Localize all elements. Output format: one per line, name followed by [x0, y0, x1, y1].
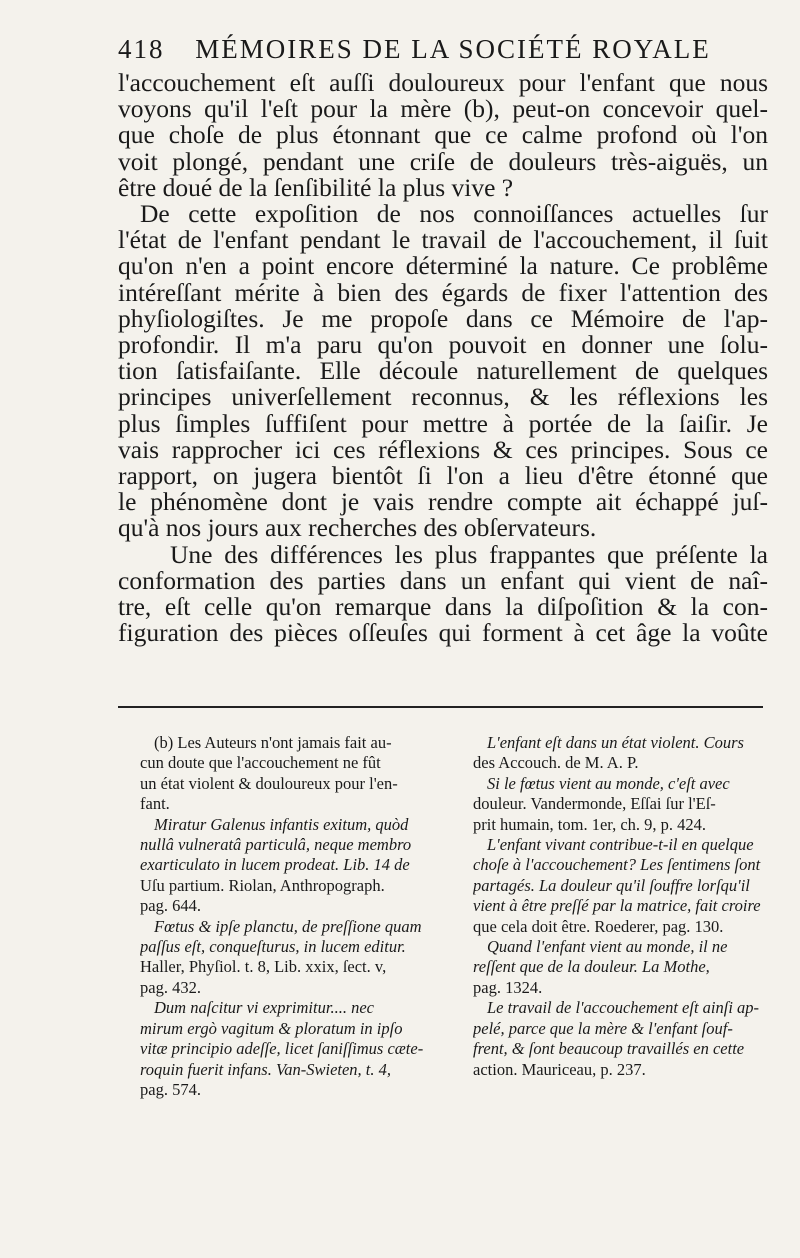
text-line: tion ſatisfaiſante. Elle découle naturellement de quelques	[118, 356, 768, 386]
note-line: prit humain, tom. 1er, ch. 9, p. 424.	[473, 814, 707, 834]
note-line: L'enfant eſt dans un état violent. Cours	[487, 733, 744, 752]
note-line: Fœtus & ipſe planctu, de preſſione quam	[154, 916, 422, 936]
text-line: principes univerſellement reconnus, & les réflexions les	[118, 382, 768, 412]
text-line: voit plongé, pendant une criſe de douleurs très-aiguës, un	[118, 146, 768, 176]
text-line: l'état de l'enfant pendant le travail de l'accouchement, il ſuit	[118, 225, 768, 255]
note-line: des Accouch. de M. A. P.	[473, 753, 639, 773]
note-line: choſe à l'accouchement? Les ſentimens ſont	[473, 855, 761, 875]
note-line: pag. 574.	[140, 1079, 201, 1099]
note-line: un état violent & douloureux pour l'en-	[140, 773, 398, 793]
note-line: Uſu partium. Riolan, Anthropograph.	[140, 875, 385, 895]
note-line: pelé, parce que la mère & l'enfant ſouf-	[473, 1018, 733, 1038]
note-line: vient à être preſſé par la matrice, fait croire	[473, 896, 761, 916]
text-line: vais rapprocher ici ces réflexions & ces principes. Sous ce	[118, 434, 768, 464]
note-line: Si le fœtus vient au monde, c'eſt avec	[487, 773, 730, 793]
note-line: Haller, Phyſiol. t. 8, Lib. xxix, ſect. v,	[140, 957, 387, 977]
note-line: (b) Les Auteurs n'ont jamais fait au-	[154, 733, 392, 752]
footnotes-right-column	[473, 733, 773, 1080]
text-line: que choſe de plus étonnant que ce calme profond où l'on	[118, 120, 768, 150]
note-line: paſſus eſt, conqueſturus, in lucem editur.	[140, 937, 406, 957]
note-line: reſſent que de la douleur. La Mothe,	[473, 957, 710, 977]
text-line: être doué de la ſenſibilité la plus vive ?	[118, 172, 514, 202]
text-line: plus ſimples ſuffiſent pour mettre à portée de la ſaiſir. Je	[118, 408, 768, 438]
text-line: rapport, on jugera bientôt ſi l'on a lieu d'être étonné que	[118, 461, 768, 491]
note-line: cun doute que l'accouchement ne fût	[140, 753, 381, 773]
note-line: Le travail de l'accouchement eſt ainſi ap-	[487, 998, 760, 1018]
text-line: phyſiologiſtes. Je me propoſe dans ce Mémoire de l'ap-	[118, 303, 768, 333]
page-number: 418	[118, 34, 165, 64]
text-line: intéreſſant mérite à bien des égards de fixer l'attention des	[118, 277, 768, 307]
text-line: tre, eſt celle qu'on remarque dans la diſpoſition & la con-	[118, 592, 768, 622]
note-line: pag. 1324.	[473, 977, 543, 997]
footnote-rule	[118, 706, 763, 708]
text-line: l'accouchement eſt auſſi douloureux pour l'enfant que nous	[118, 68, 768, 97]
note-line: frent, & ſont beaucoup travaillés en cette	[473, 1039, 745, 1059]
note-line: douleur. Vandermonde, Eſſai ſur l'Eſ-	[473, 794, 716, 814]
note-line: Miratur Galenus infantis exitum, quòd	[154, 814, 409, 834]
text-line: profondir. Il m'a paru qu'on pouvoit en donner une ſolu-	[118, 330, 768, 360]
text-line: voyons qu'il l'eſt pour la mère (b), peut-on concevoir quel-	[118, 94, 768, 124]
note-line: mirum ergò vagitum & ploratum in ipſo	[140, 1018, 403, 1038]
text-line: Une des différences les plus frappantes que préſente la	[170, 539, 768, 569]
note-line: action. Mauriceau, p. 237.	[473, 1059, 646, 1079]
note-line: partagés. La douleur qu'il ſouffre lorſqu'il	[473, 875, 750, 895]
text-line: qu'à nos jours aux recherches des obſervateurs.	[118, 513, 597, 543]
text-line: De cette expoſition de nos connoiſſances actuelles ſur	[140, 199, 768, 229]
note-line: Quand l'enfant vient au monde, il ne	[487, 937, 728, 957]
running-title: MÉMOIRES DE LA SOCIÉTÉ ROYALE	[195, 34, 711, 64]
note-line: fant.	[140, 794, 170, 814]
note-line: pag. 644.	[140, 896, 201, 916]
text-line: le phénomène dont je vais rendre compte ait échappé juſ-	[118, 487, 768, 517]
footnotes-left-column	[140, 733, 460, 1100]
note-line: que cela doit être. Roederer, pag. 130.	[473, 916, 724, 936]
note-line: exarticulato in lucem prodeat. Lib. 14 de	[140, 855, 410, 875]
running-header	[118, 34, 778, 65]
note-line: pag. 432.	[140, 977, 201, 997]
note-line: Dum naſcitur vi exprimitur.... nec	[154, 998, 374, 1018]
main-text	[118, 70, 768, 646]
note-line: vitæ principio adeſſe, licet ſaniſſimus cæte-	[140, 1039, 424, 1059]
text-line: figuration des pièces oſſeuſes qui forment à cet âge la voûte	[118, 618, 768, 648]
note-line: L'enfant vivant contribue-t-il en quelque	[487, 835, 754, 855]
note-line: roquin fuerit infans. Van-Swieten, t. 4,	[140, 1059, 392, 1079]
note-line: nullâ vulneratâ particulâ, neque membro	[140, 835, 412, 855]
text-line: qu'on n'en a point encore déterminé la nature. Ce problême	[118, 251, 768, 281]
text-line: conformation des parties dans un enfant qui vient de naî-	[118, 565, 768, 595]
